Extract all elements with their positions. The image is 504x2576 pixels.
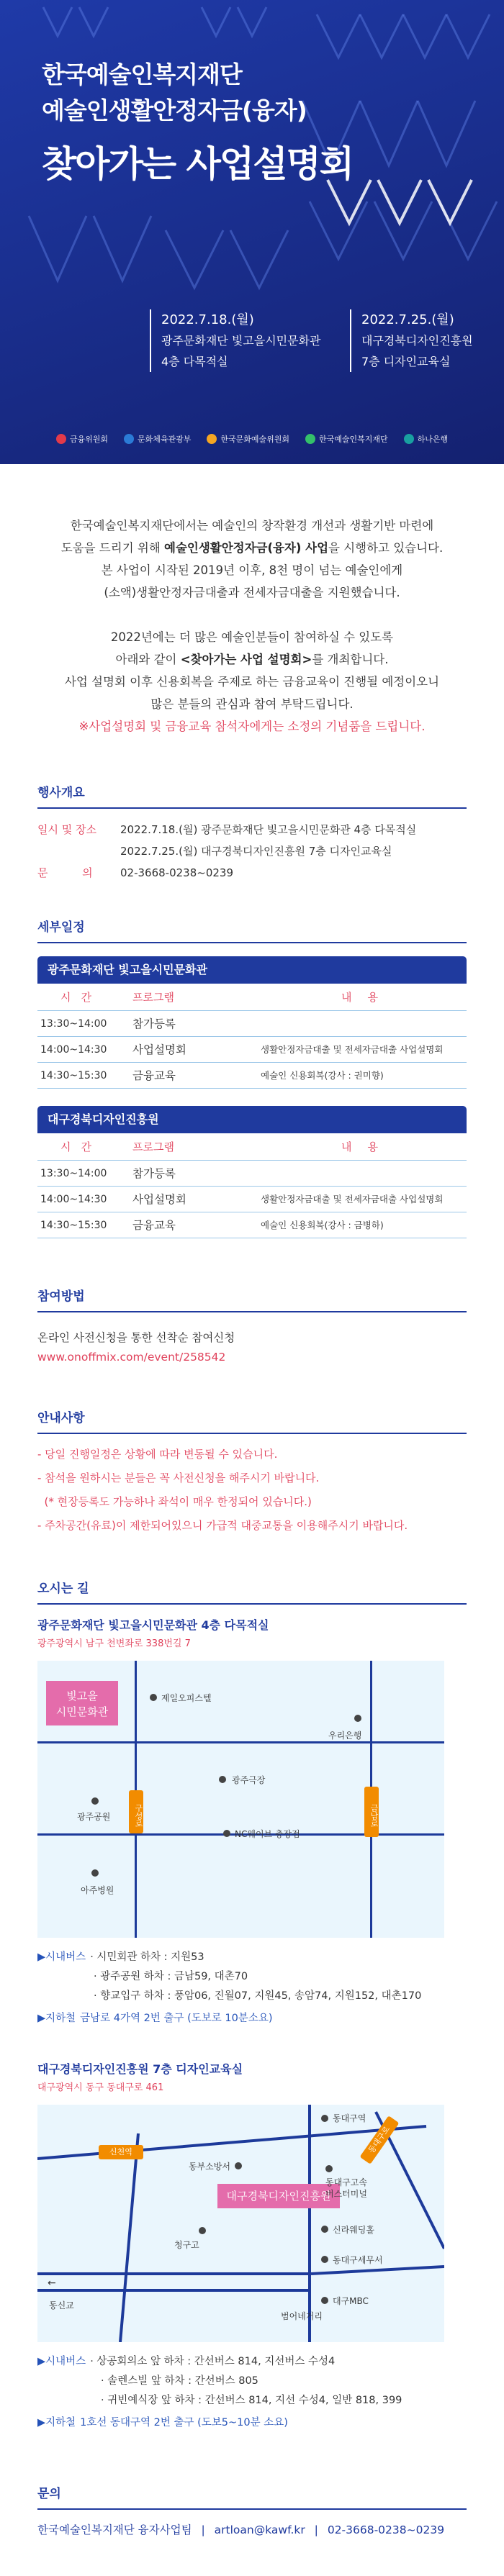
map-label: 청구고 xyxy=(174,2240,199,2250)
map-poi-dot xyxy=(321,2115,328,2122)
map-poi-dot xyxy=(91,1869,99,1877)
table-row: 13:30~14:00 참가등록 xyxy=(37,1161,467,1187)
subway-label: ▶지하철 xyxy=(37,2417,76,2428)
map-poi-dot xyxy=(321,2256,328,2263)
directions-section xyxy=(37,1578,467,2433)
map-label: NC웨이브 충장점 xyxy=(235,1829,300,1839)
bus-label: ▶시내버스 xyxy=(37,2356,86,2367)
map-poi-dot xyxy=(219,1776,226,1783)
subway-label: ▶지하철 xyxy=(37,2013,76,2024)
hero-schedule-room: 4층 다목적실 xyxy=(161,355,228,368)
intro-line: 본 사업이 시작된 2019년 이후, 8천 명이 넘는 예술인에게 xyxy=(101,563,403,577)
map-road-tag: 구성로 xyxy=(129,1790,143,1833)
fsc-emblem-icon xyxy=(56,434,66,444)
hero-schedule-date: 2022.7.18.(월) xyxy=(161,312,254,327)
map-label: 아주병원 xyxy=(81,1885,114,1895)
map-label: 동대구고속 버스터미널 xyxy=(325,2177,367,2199)
daegu-map xyxy=(37,2105,444,2342)
hero-title-org: 한국예술인복지재단 xyxy=(42,60,242,89)
map-label: 제일오피스텔 xyxy=(161,1693,212,1703)
hero-schedule-date: 2022.7.25.(월) xyxy=(361,312,454,327)
hero-title-program: 예술인생활안정자금(융자) xyxy=(42,96,307,124)
notice-item: - 당일 진행일정은 상황에 따라 변동될 수 있습니다. xyxy=(37,1448,278,1461)
daegu-heading: 대구경북디자인진흥원 7층 디자인교육실 xyxy=(37,2062,243,2076)
map-poi-dot xyxy=(321,2297,328,2304)
logo-kawf: 한국예술인복지재단 xyxy=(305,433,388,445)
map-label: 우리은행 xyxy=(328,1731,362,1741)
map-poi-dot xyxy=(150,1694,157,1701)
logo-fsc: 금융위원회 xyxy=(56,433,108,445)
logo-mcst: 문화체육관광부 xyxy=(124,433,191,445)
logo-arko: 한국문화예술위원회 xyxy=(207,433,289,445)
intro-text xyxy=(0,514,504,738)
map-label: 동대구역 xyxy=(333,2113,366,2123)
schedule-section xyxy=(37,917,467,1238)
schedule-table-gwangju xyxy=(37,956,467,1089)
notice-item: - 참석을 원하시는 분들은 꼭 사전신청을 해주시기 바랍니다. xyxy=(37,1471,320,1484)
overview-row-contact: 문 의 02-3668-0238~0239 xyxy=(37,866,234,879)
hana-emblem-icon xyxy=(404,434,414,444)
map-label: 신라웨딩홀 xyxy=(333,2225,374,2235)
map-venue-gwangju: 빛고을 시민문화관 xyxy=(46,1681,118,1725)
notice-section xyxy=(37,1407,467,1538)
map-road xyxy=(37,1741,444,1743)
gwangju-transit: ▶시내버스 · 시민회관 하차 : 지원53 · 광주공원 하차 : 금남59, 대촌70 · 향교입구 하차 : 풍암06, 진월07, 지원45, 송암74, 지원152, 대촌170 ▶지하철 금남로 4가역 2번 출구 (도보로 10분소요) xyxy=(37,1951,422,2024)
intro-line: 사업 설명회 이후 신용회복을 주제로 하는 금융교육이 진행될 예정이오니 xyxy=(64,675,440,689)
gwangju-heading: 광주문화재단 빛고을시민문화관 4층 다목적실 xyxy=(37,1618,269,1632)
map-poi-dot xyxy=(223,1830,230,1837)
table-row: 14:30~15:30 금융교육 예술인 신용회복(강사 : 권미향) xyxy=(37,1063,467,1089)
hero-schedule-place: 광주문화재단 빛고을시민문화관 xyxy=(161,334,321,348)
intro-line: 아래와 같이 <찾아가는 사업 설명회>를 개최합니다. xyxy=(115,653,389,666)
intro-line: 많은 분들의 관심과 참여 부탁드립니다. xyxy=(150,697,354,711)
section-title: 문의 xyxy=(37,2483,467,2510)
mcst-emblem-icon xyxy=(124,434,134,444)
map-venue-daegu: 대구경북디자인진흥원 xyxy=(217,2184,340,2208)
map-poi-dot xyxy=(199,2227,206,2234)
contact-phone: 02-3668-0238~0239 xyxy=(327,2523,445,2536)
daegu-transit: ▶시내버스 · 상공회의소 앞 하차 : 간선버스 814, 지선버스 수성4 · 솔렌스빌 앞 하차 : 간선버스 805 · 귀빈예식장 앞 하차 : 간선버스 814, 지선 수성4, 일반 818, 399 ▶지하철 1호선 동대구역 2번 출구 (도보5~10분 소요) xyxy=(37,2356,402,2428)
map-station-tag: 신천역 xyxy=(99,2145,143,2159)
table-row: 13:30~14:00 참가등록 xyxy=(37,1011,467,1037)
contact-line: 한국예술인복지재단 융자사업팀 | artloan@kawf.kr | 02-3668-0238~0239 xyxy=(37,2523,445,2536)
gwangju-address: 광주광역시 남구 천변좌로 338번길 7 xyxy=(37,1638,191,1649)
table-header: 시간 프로그램 내용 xyxy=(37,984,467,1011)
map-poi-dot xyxy=(354,1715,361,1722)
overview-row-datetime: 일시 및 장소 2022.7.18.(월) 광주문화재단 빛고을시민문화관 4층 다목적실 2022.7.25.(월) 대구경북디자인진흥원 7층 디자인교육실 xyxy=(37,823,417,858)
map-label: 대구MBC xyxy=(333,2296,369,2306)
map-poi-dot xyxy=(321,2226,328,2233)
schedule-table-daegu xyxy=(37,1106,467,1238)
participation-link[interactable]: www.onoffmix.com/event/258542 xyxy=(37,1351,226,1364)
arrow-left-icon: ← xyxy=(48,2277,56,2289)
map-label: 범어네거리 xyxy=(281,2311,323,2321)
gwangju-map xyxy=(37,1661,444,1938)
venue-bar: 대구경북디자인진흥원 xyxy=(37,1106,467,1133)
hero-schedule-gwangju xyxy=(150,309,320,372)
notice-item: (* 현장등록도 가능하나 좌석이 매우 한정되어 있습니다.) xyxy=(37,1495,312,1508)
map-road-tag: 동대구로 xyxy=(360,2115,400,2164)
notice-item: - 주차공간(유료)이 제한되어있으니 가급적 대중교통을 이용해주시기 바랍니다. xyxy=(37,1519,408,1532)
map-label: 동신교 xyxy=(49,2300,74,2310)
venue-bar: 광주문화재단 빛고을시민문화관 xyxy=(37,956,467,984)
partner-logos xyxy=(0,425,504,453)
map-poi-dot xyxy=(91,1797,99,1805)
kawf-emblem-icon xyxy=(305,434,315,444)
map-poi-dot xyxy=(235,2162,242,2169)
participation-section xyxy=(37,1286,467,1367)
intro-gift-note: ※사업설명회 및 금융교육 참석자에게는 소정의 기념품을 드립니다. xyxy=(78,720,426,733)
map-road-tag: 금남로 xyxy=(364,1787,379,1837)
overview-section xyxy=(37,782,467,884)
contact-email[interactable]: artloan@kawf.kr xyxy=(214,2523,305,2536)
intro-line: 도움을 드리기 위해 예술인생활안정자금(융자) 사업을 시행하고 있습니다. xyxy=(60,541,444,555)
contact-section xyxy=(37,2483,467,2576)
hero-banner xyxy=(0,0,504,464)
daegu-address: 대구광역시 동구 동대구로 461 xyxy=(37,2082,164,2093)
intro-line: 2022년에는 더 많은 예술인분들이 참여하실 수 있도록 xyxy=(110,630,394,644)
hero-schedule-place: 대구경북디자인진흥원 xyxy=(361,334,473,348)
hero-title-main: 찾아가는 사업설명회 xyxy=(42,143,354,185)
section-title: 참여방법 xyxy=(37,1286,467,1312)
map-label: 동부소방서 xyxy=(189,2162,230,2172)
hero-schedule-daegu xyxy=(350,309,473,372)
table-row: 14:00~14:30 사업설명회 생활안정자금대출 및 전세자금대출 사업설명회 xyxy=(37,1037,467,1063)
intro-line: (소액)생활안정자금대출과 전세자금대출을 지원했습니다. xyxy=(104,586,400,599)
section-title: 행사개요 xyxy=(37,782,467,809)
table-row: 14:30~15:30 금융교육 예술인 신용회복(강사 : 금병하) xyxy=(37,1212,467,1238)
intro-line: 한국예술인복지재단에서는 예술인의 창작환경 개선과 생활기반 마련에 xyxy=(70,519,434,532)
table-header: 시간 프로그램 내용 xyxy=(37,1133,467,1161)
hero-schedule-room: 7층 디자인교육실 xyxy=(361,355,451,368)
map-label: 광주공원 xyxy=(77,1812,111,1822)
bus-label: ▶시내버스 xyxy=(37,1951,86,1963)
section-title: 세부일정 xyxy=(37,917,467,943)
map-label: 광주극장 xyxy=(232,1775,266,1785)
participation-text: 온라인 사전신청을 통한 선착순 참여신청 xyxy=(37,1331,235,1344)
section-title: 오시는 길 xyxy=(37,1578,467,1605)
section-title: 안내사항 xyxy=(37,1407,467,1434)
logo-hana: 하나은행 xyxy=(404,433,449,445)
arko-emblem-icon xyxy=(207,434,217,444)
notice-list xyxy=(37,1443,467,1538)
map-poi-dot xyxy=(325,2165,333,2172)
table-row: 14:00~14:30 사업설명회 생활안정자금대출 및 전세자금대출 사업설명회 xyxy=(37,1187,467,1212)
map-label: 동대구세무서 xyxy=(333,2255,383,2265)
